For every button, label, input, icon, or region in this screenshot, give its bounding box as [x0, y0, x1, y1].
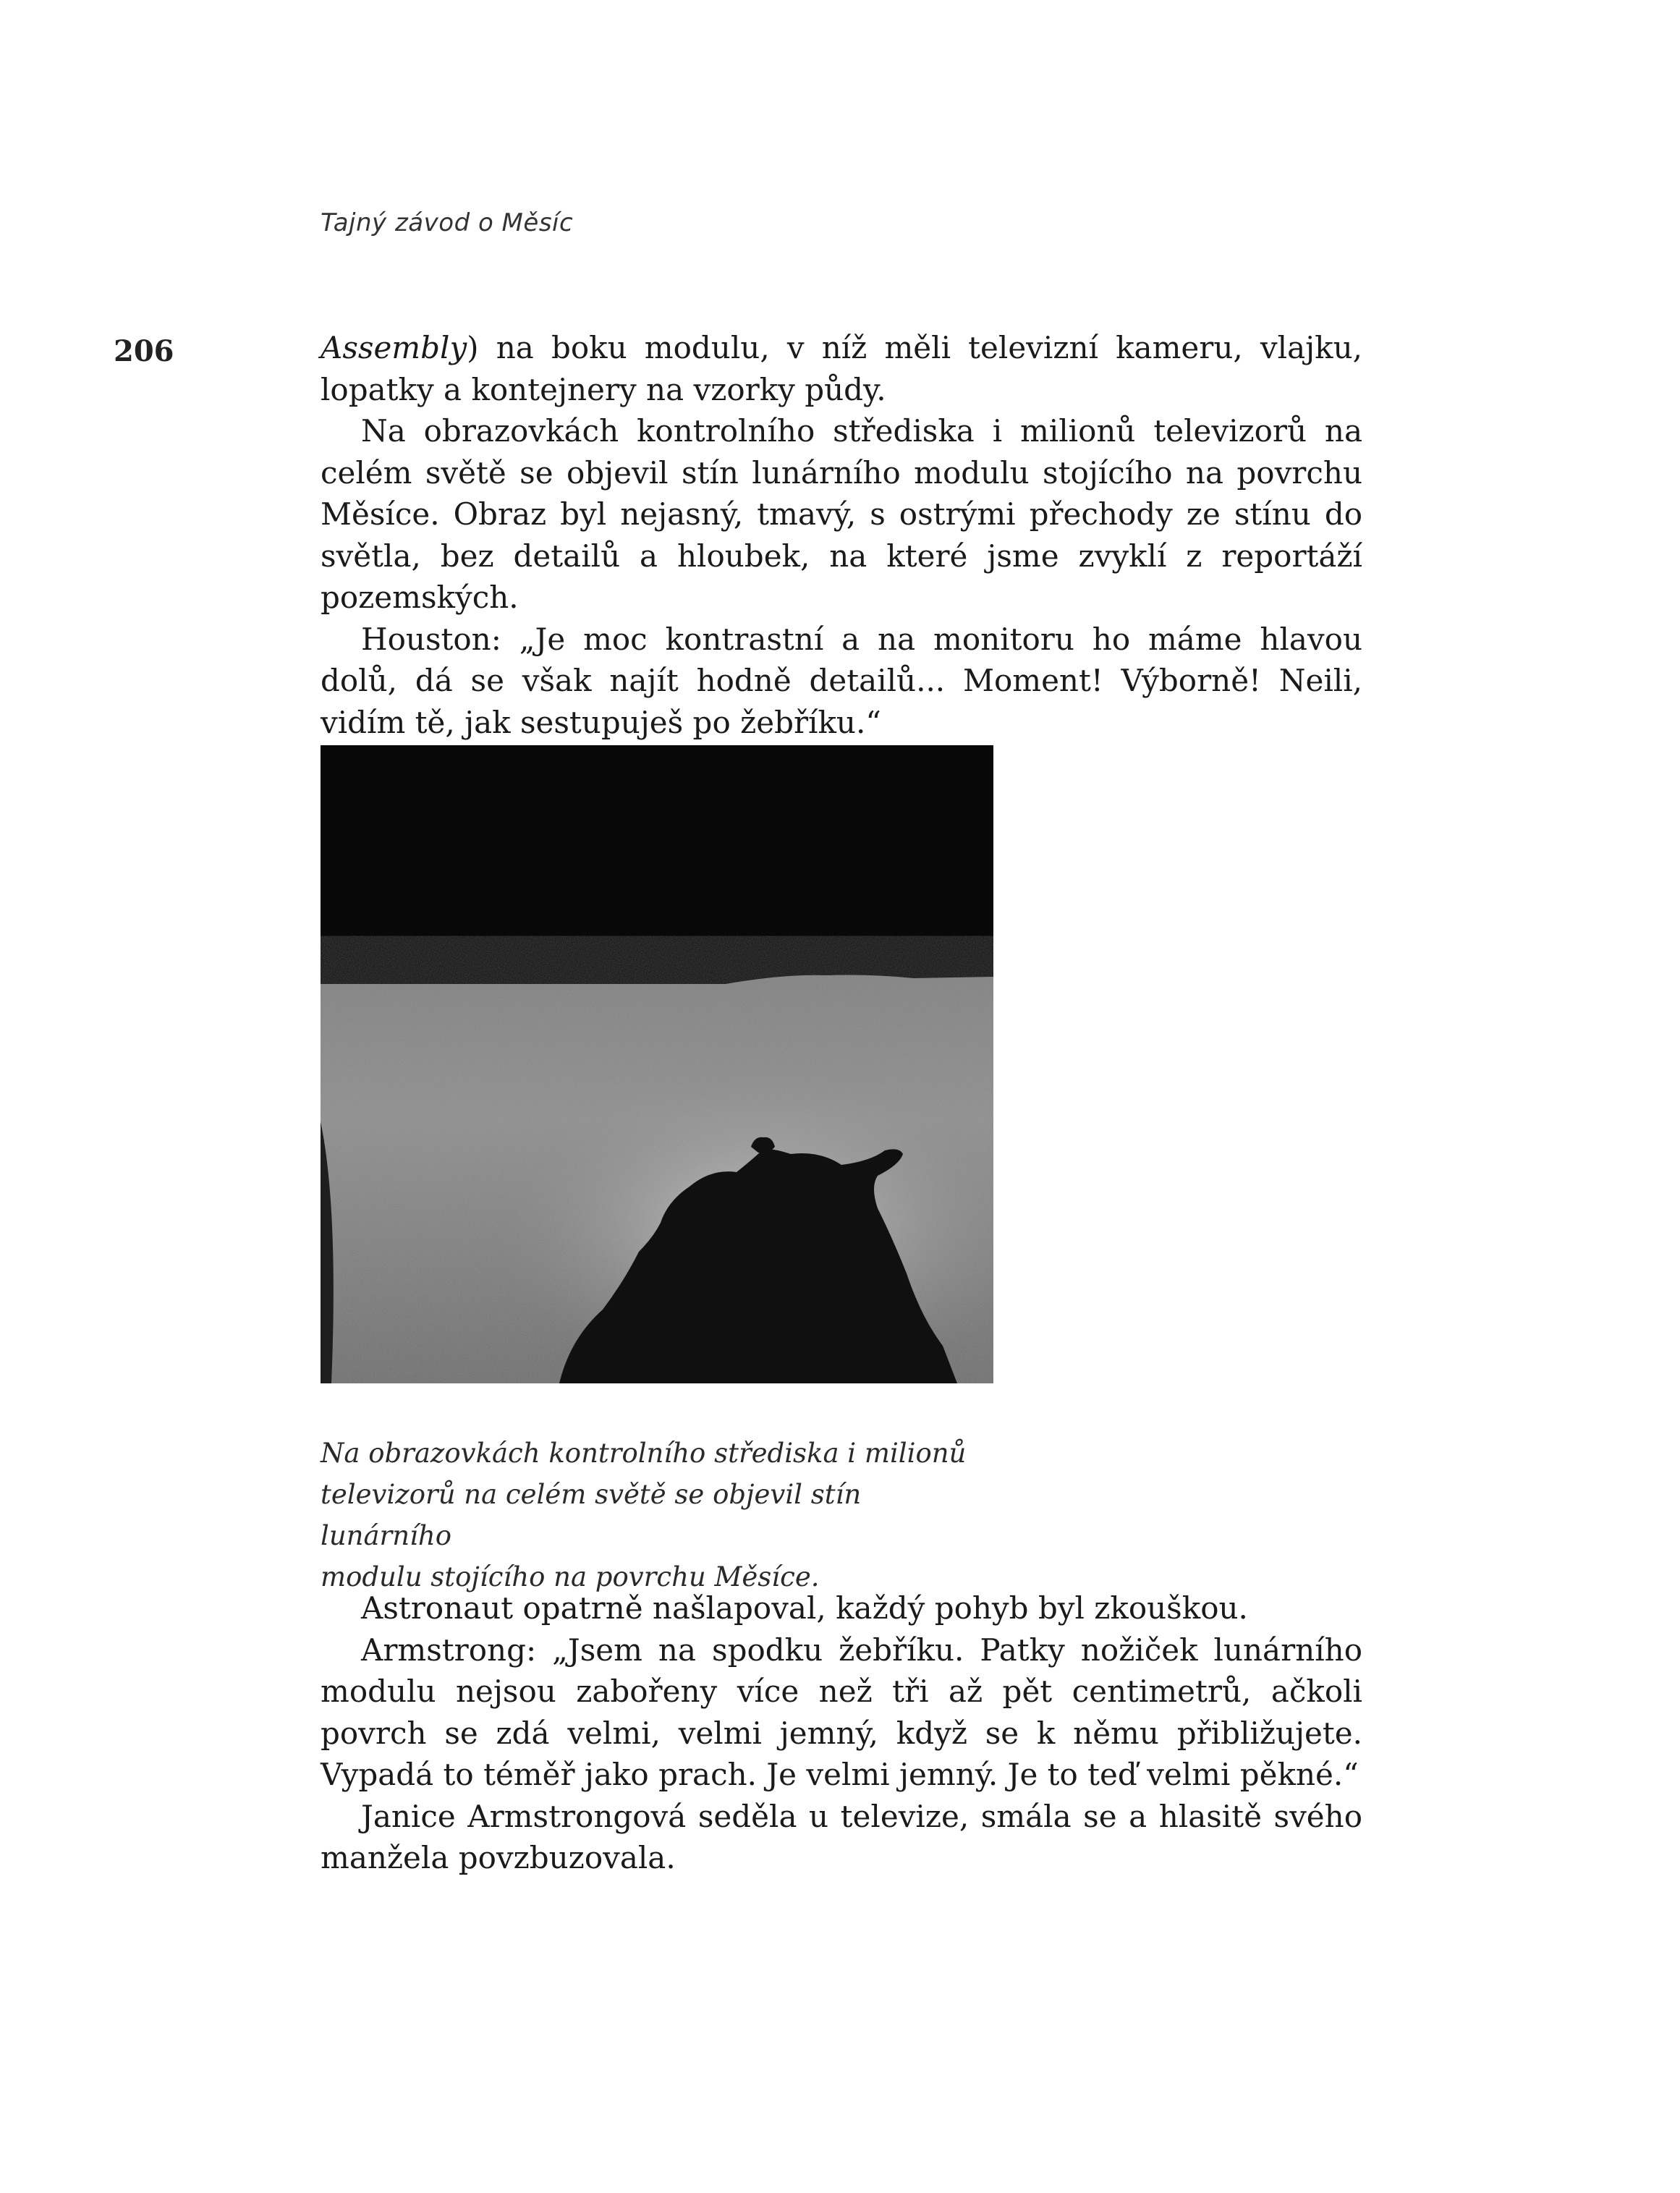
paragraph-2: Na obrazovkách kontrolního střediska i milionů televizorů na celém světě se objevil stín lunárního modulu stojícího na povrchu Měsíce. Obraz byl nejasný, tmavý, s ostrými přechody ze stínu do světla, bez detailů a hloubek, na které jsme zvyklí z reportáží pozemských.	[321, 413, 1362, 615]
paragraph-1-text: ) na boku modulu, v níž měli televizní kameru, vlajku, lopatky a kontejnery na vzorky půdy.	[321, 330, 1362, 407]
caption-line-2: televizorů na celém světě se objevil stín lunárního	[321, 1479, 862, 1551]
lunar-shadow-photo	[321, 745, 993, 1383]
text-block-bottom	[321, 1587, 1362, 1879]
paragraph-1-italic: Assembly	[321, 330, 467, 365]
paragraph-1	[321, 327, 1362, 410]
paragraph-4: Astronaut opatrně našlapoval, každý pohyb byl zkouškou.	[361, 1590, 1248, 1626]
page-number: 206	[114, 334, 174, 368]
caption-line-1: Na obrazovkách kontrolního střediska i milionů	[321, 1438, 967, 1469]
lunar-shadow-image	[321, 745, 993, 1383]
running-title: Tajný závod o Měsíc	[321, 208, 574, 237]
caption-line-3: modulu stojícího na povrchu Měsíce.	[321, 1561, 820, 1592]
figure-caption	[321, 1433, 972, 1598]
paragraph-5: Armstrong: „Jsem na spodku žebříku. Patky nožiček lunárního modulu nejsou zabořeny více než tři až pět centimetrů, ačkoli povrch se zdá velmi, velmi jemný, když se k němu přibližujete. Vypadá to téměř jako prach. Je velmi jemný. Je to teď velmi pěkné.“	[321, 1632, 1362, 1792]
paragraph-6: Janice Armstrongová seděla u televize, smála se a hlasitě svého manžela povzbuzovala.	[321, 1798, 1362, 1875]
text-block-top	[321, 327, 1362, 743]
paragraph-3: Houston: „Je moc kontrastní a na monitoru ho máme hlavou dolů, dá se však najít hodně detailů... Moment! Výborně! Neili, vidím tě, jak sestupuješ po žebříku.“	[321, 621, 1362, 740]
